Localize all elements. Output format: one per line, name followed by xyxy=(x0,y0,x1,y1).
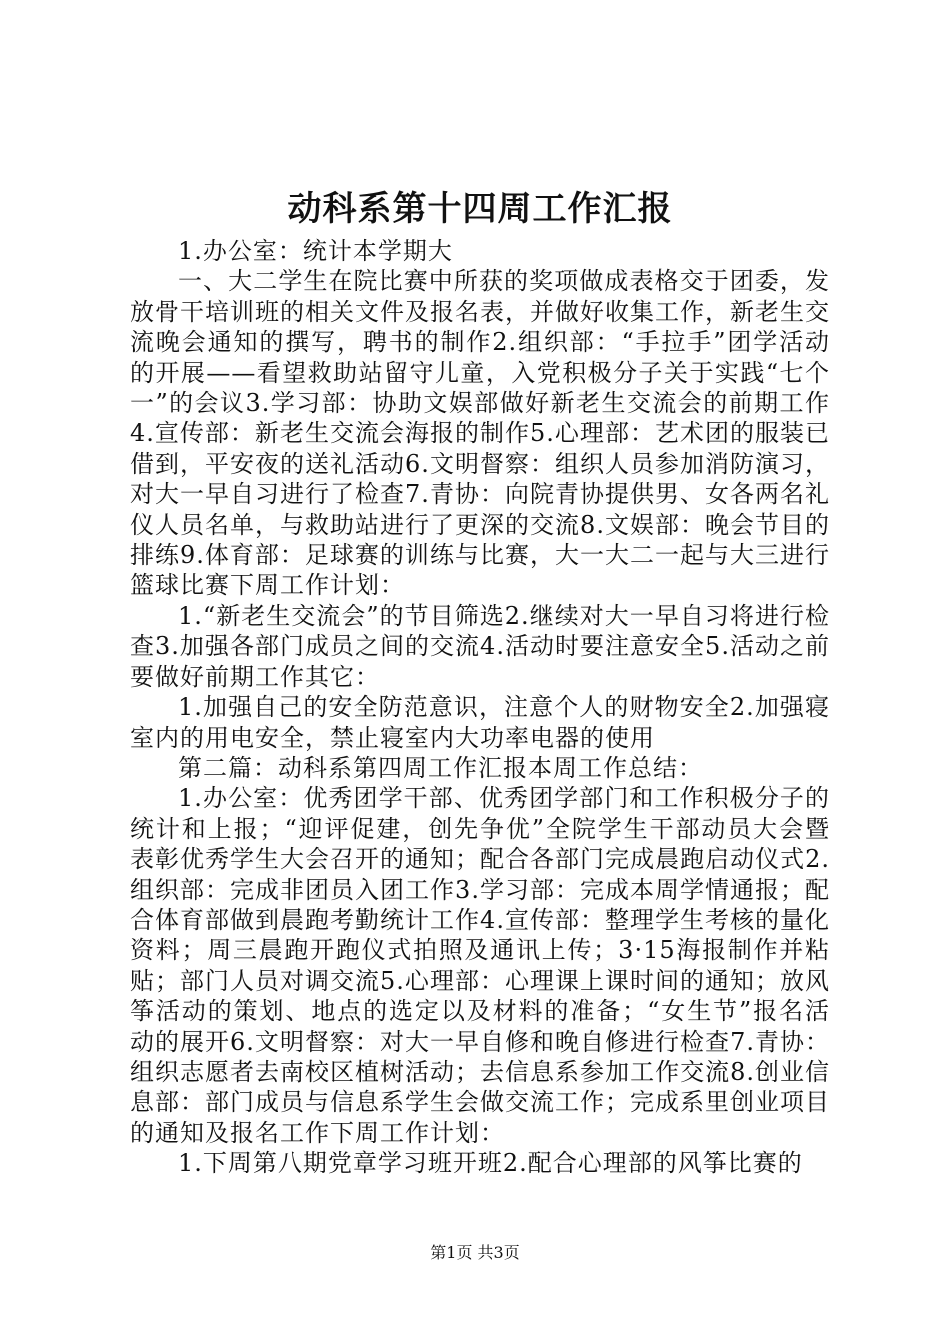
paragraph: 1.“新老生交流会”的节目筛选2.继续对大一早自习将进行检查3.加强各部门成员之间的交流4.活动时要注意安全5.活动之前要做好前期工作其它： xyxy=(130,601,830,691)
paragraph: 1.办公室：优秀团学干部、优秀团学部门和工作积极分子的统计和上报；“迎评促建，创先争优”全院学生干部动员大会暨表彰优秀学生大会召开的通知；配合各部门完成晨跑启动仪式2.组织部：完成非团员入团工作3.学习部：完成本周学情通报；配合体育部做到晨跑考勤统计工作4.宣传部：整理学生考核的量化资料；周三晨跑开跑仪式拍照及通讯上传；3·15海报制作并粘贴；部门人员对调交流5.心理部：心理课上课时间的通知；放风筝活动的策划、地点的选定以及材料的准备；“女生节”报名活动的展开6.文明督察：对大一早自修和晚自修进行检查7.青协：组织志愿者去南校区植树活动；去信息系参加工作交流8.创业信息部：部门成员与信息系学生会做交流工作；完成系里创业项目的通知及报名工作下周工作计划： xyxy=(130,784,830,1147)
document-body xyxy=(130,236,830,1179)
paragraph: 一、大二学生在院比赛中所获的奖项做成表格交于团委，发放骨干培训班的相关文件及报名表，并做好收集工作，新老生交流晚会通知的撰写，聘书的制作2.组织部：“手拉手”团学活动的开展——看望救助站留守儿童，入党积极分子关于实践“七个一”的会议3.学习部：协助文娱部做好新老生交流会的前期工作4.宣传部：新老生交流会海报的制作5.心理部：艺术团的服装已借到，平安夜的送礼活动6.文明督察：组织人员参加消防演习，对大一早自习进行了检查7.青协：向院青协提供男、女各两名礼仪人员名单，与救助站进行了更深的交流8.文娱部：晚会节目的排练9.体育部：足球赛的训练与比赛，大一大二一起与大三进行篮球比赛下周工作计划： xyxy=(130,267,830,600)
paragraph: 1.办公室：统计本学期大 xyxy=(178,237,453,265)
document-title: 动科系第十四周工作汇报 xyxy=(287,189,673,229)
paragraph: 1.下周第八期党章学习班开班2.配合心理部的风筝比赛的 xyxy=(178,1149,803,1178)
page-number-footer: 第1页 共3页 xyxy=(430,1243,520,1262)
paragraph: 第二篇：动科系第四周工作汇报本周工作总结： xyxy=(178,753,703,782)
paragraph: 1.加强自己的安全防范意识，注意个人的财物安全2.加强寝室内的用电安全，禁止寝室内大功率电器的使用 xyxy=(130,693,830,752)
